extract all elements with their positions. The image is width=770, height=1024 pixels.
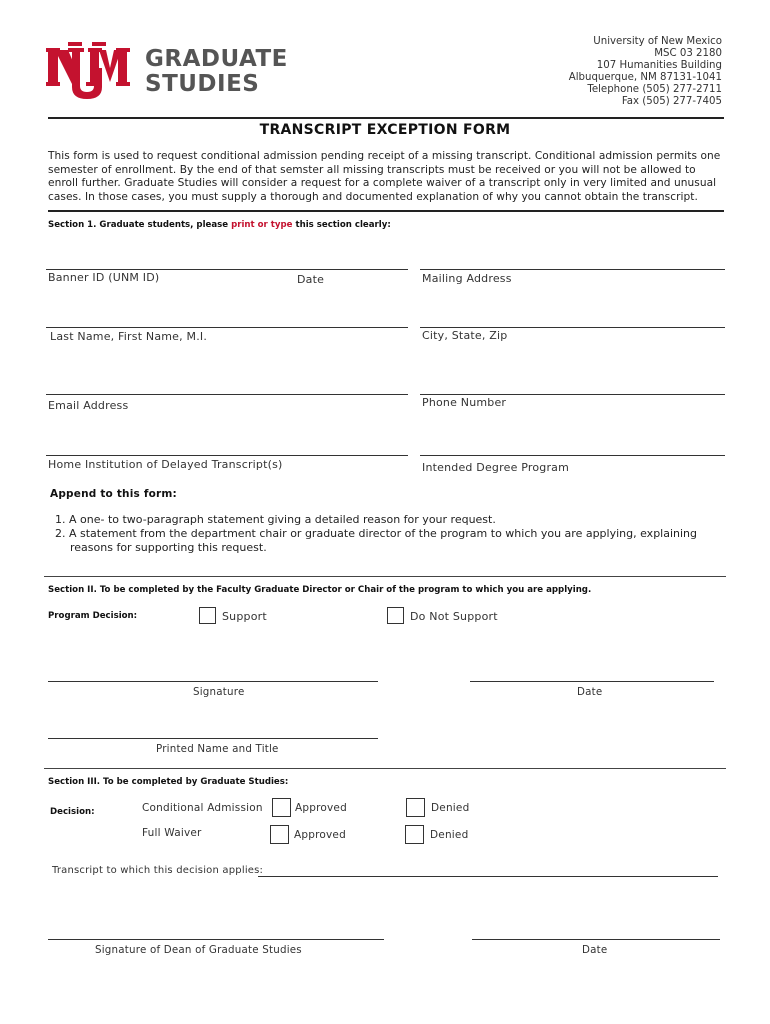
name-line[interactable] bbox=[46, 327, 408, 328]
mailing-address-line[interactable] bbox=[420, 269, 725, 270]
intended-degree-line[interactable] bbox=[420, 455, 725, 456]
intended-degree-label: Intended Degree Program bbox=[422, 461, 570, 474]
intro-divider bbox=[48, 210, 724, 212]
waiver-denied-checkbox[interactable] bbox=[405, 825, 424, 844]
unm-monogram-icon bbox=[46, 42, 130, 100]
address-line: MSC 03 2180 bbox=[654, 48, 722, 60]
banner-id-line[interactable] bbox=[46, 269, 408, 270]
director-signature-line[interactable] bbox=[48, 681, 378, 682]
banner-id-label: Banner ID (UNM ID) bbox=[48, 271, 160, 284]
phone-line[interactable] bbox=[420, 394, 725, 395]
dean-date-label: Date bbox=[582, 944, 608, 956]
waiver-approved-checkbox[interactable] bbox=[270, 825, 289, 844]
conditional-denied-label: Denied bbox=[431, 802, 470, 814]
director-signature-label: Signature bbox=[193, 686, 245, 698]
conditional-approved-label: Approved bbox=[295, 802, 347, 814]
address-line: University of New Mexico bbox=[593, 36, 722, 47]
section3-heading: Section III. To be completed by Graduate Studies: bbox=[48, 777, 289, 787]
conditional-admission-label: Conditional Admission bbox=[142, 802, 263, 814]
full-waiver-label: Full Waiver bbox=[142, 827, 202, 839]
date-label: Date bbox=[297, 273, 325, 286]
conditional-denied-checkbox[interactable] bbox=[406, 798, 425, 817]
director-date-label: Date bbox=[577, 686, 603, 698]
printed-name-label: Printed Name and Title bbox=[156, 743, 279, 755]
section2-divider bbox=[44, 576, 726, 577]
append-item: 1. A one- to two-paragraph statement giving a detailed reason for your request. bbox=[55, 513, 496, 526]
append-item: 2. A statement from the department chair or graduate director of the program to which you are applying, explaining bbox=[55, 527, 698, 540]
dean-signature-line[interactable] bbox=[48, 939, 384, 940]
address-line: 107 Humanities Building bbox=[596, 60, 722, 72]
section1-heading: Section 1. Graduate students, please print or type this section clearly: bbox=[48, 220, 391, 230]
program-decision-label: Program Decision: bbox=[48, 611, 138, 621]
page-title: TRANSCRIPT EXCEPTION FORM bbox=[259, 122, 511, 138]
email-line[interactable] bbox=[46, 394, 408, 395]
intro-paragraph: This form is used to request conditional admission pending receipt of a missing transcript. Conditional admission permits one semester of enrollment. By the end of that semster all missing transcripts must be received or you will not be allowed to enroll further. Graduate Studies will consider a request for a complete waiver of a transcript only in very limited and unusual cases. In those cases, you must supply a thorough and documented explanation of why you cannot obtain the transcript. bbox=[48, 150, 721, 203]
logo-text-line2: STUDIES bbox=[145, 71, 260, 97]
section3-divider bbox=[44, 768, 726, 769]
city-state-zip-label: City, State, Zip bbox=[422, 329, 508, 342]
home-institution-line[interactable] bbox=[46, 455, 408, 456]
do-not-support-label: Do Not Support bbox=[410, 610, 498, 623]
dean-signature-label: Signature of Dean of Graduate Studies bbox=[95, 944, 302, 956]
address-line: Telephone (505) 277-2711 bbox=[587, 84, 722, 96]
transcript-applies-line[interactable] bbox=[258, 876, 718, 877]
mailing-address-label: Mailing Address bbox=[422, 272, 512, 285]
decision-label: Decision: bbox=[50, 807, 95, 817]
printed-name-line[interactable] bbox=[48, 738, 378, 739]
header-divider bbox=[48, 117, 724, 119]
transcript-applies-label: Transcript to which this decision applies: bbox=[52, 865, 264, 876]
director-date-line[interactable] bbox=[470, 681, 714, 682]
support-checkbox[interactable] bbox=[199, 607, 216, 624]
waiver-approved-label: Approved bbox=[294, 829, 346, 841]
support-label: Support bbox=[222, 610, 267, 623]
phone-label: Phone Number bbox=[422, 396, 507, 409]
append-heading: Append to this form: bbox=[50, 488, 177, 500]
unm-logo bbox=[46, 42, 130, 100]
append-item: reasons for supporting this request. bbox=[70, 541, 267, 554]
city-state-zip-line[interactable] bbox=[420, 327, 725, 328]
email-label: Email Address bbox=[48, 399, 129, 412]
waiver-denied-label: Denied bbox=[430, 829, 469, 841]
conditional-approved-checkbox[interactable] bbox=[272, 798, 291, 817]
name-label: Last Name, First Name, M.I. bbox=[50, 330, 208, 343]
home-institution-label: Home Institution of Delayed Transcript(s) bbox=[48, 458, 283, 471]
dean-date-line[interactable] bbox=[472, 939, 720, 940]
section2-heading: Section II. To be completed by the Faculty Graduate Director or Chair of the program to which you are applying. bbox=[48, 585, 592, 595]
logo-text-line1: GRADUATE bbox=[145, 46, 288, 72]
do-not-support-checkbox[interactable] bbox=[387, 607, 404, 624]
address-line: Fax (505) 277-7405 bbox=[621, 96, 722, 108]
mailing-address-block bbox=[569, 36, 722, 109]
address-line: Albuquerque, NM 87131-1041 bbox=[568, 72, 722, 84]
